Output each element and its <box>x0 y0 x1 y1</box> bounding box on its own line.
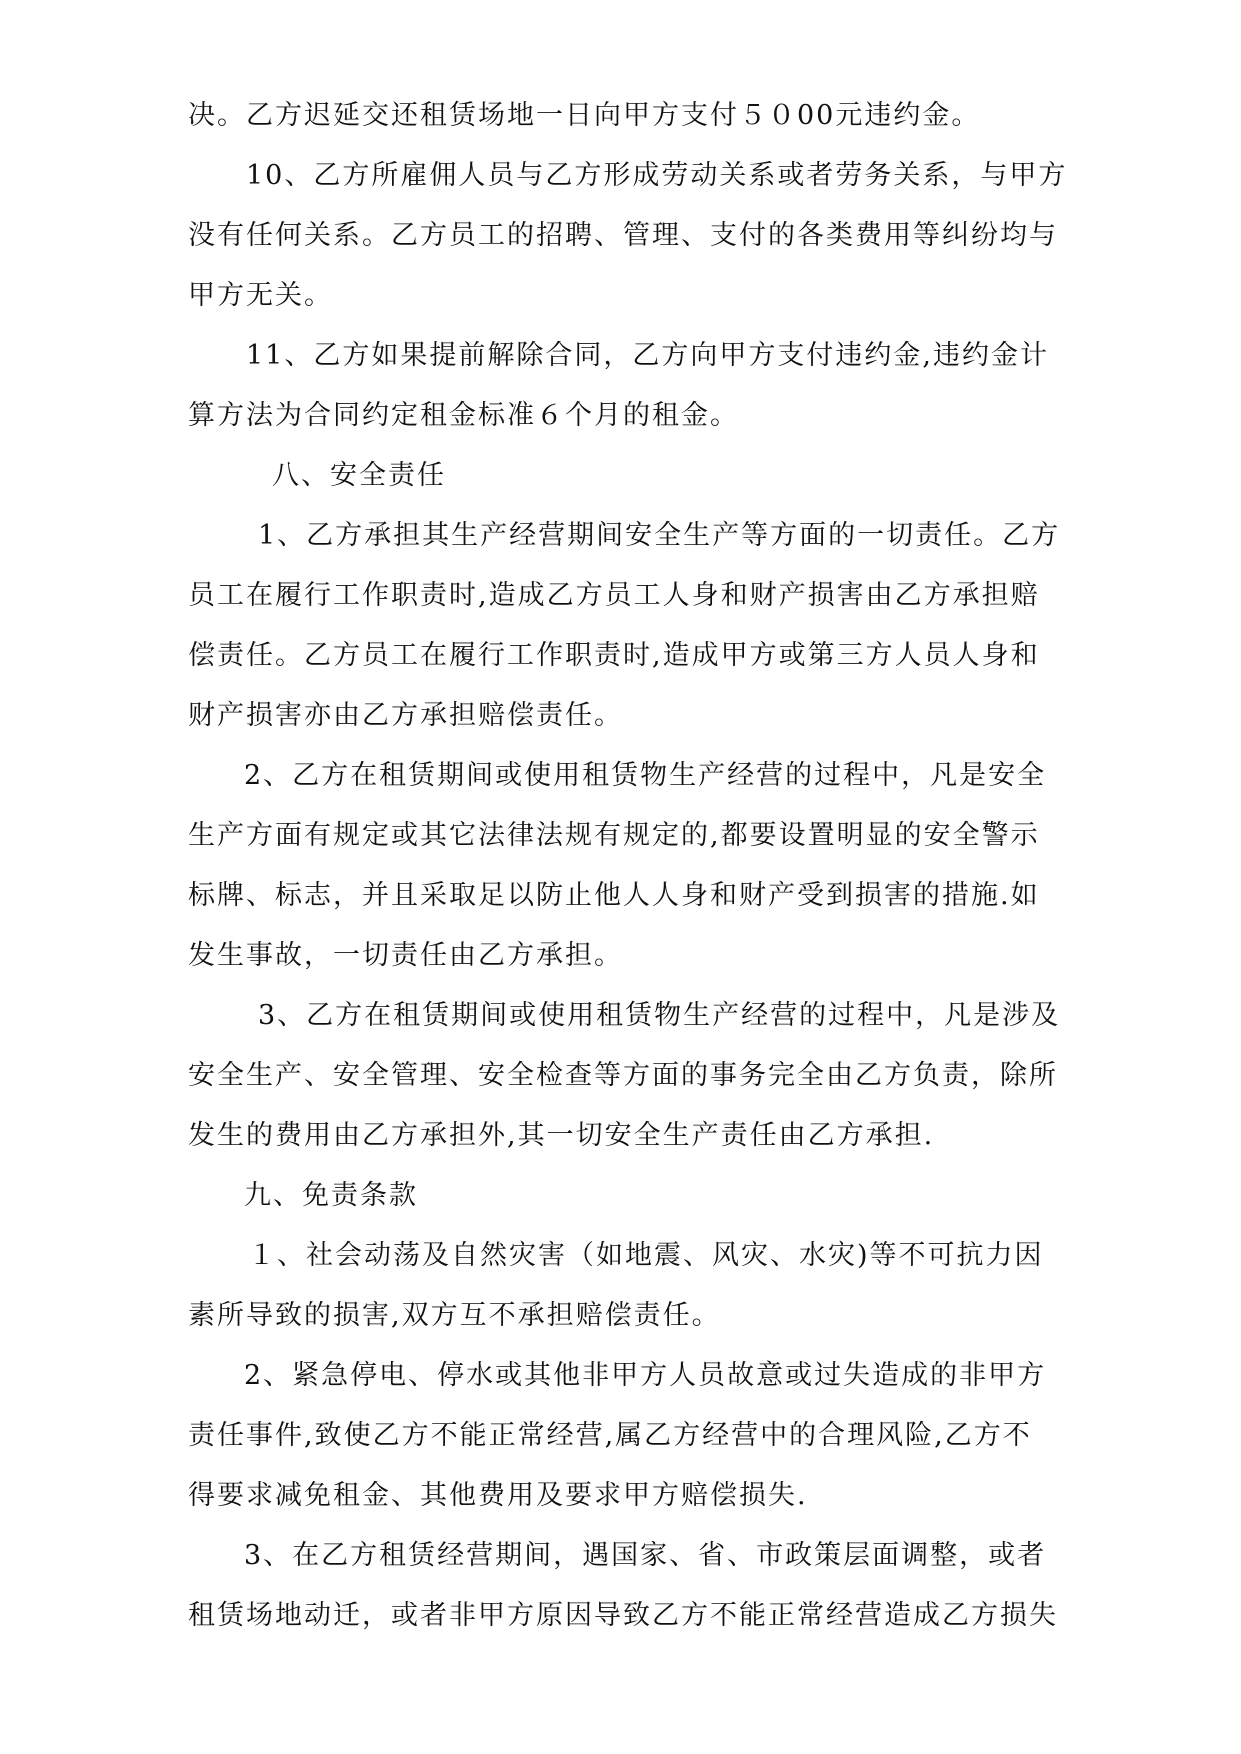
text-line: 2、紧急停电、停水或其他非甲方人员故意或过失造成的非甲方 <box>244 1360 1047 1391</box>
text-line: 得要求减免租金、其他费用及要求甲方赔偿损失. <box>188 1480 808 1511</box>
text-line: 责任事件,致使乙方不能正常经营,属乙方经营中的合理风险,乙方不 <box>188 1420 1032 1451</box>
text-line: 素所导致的损害,双方互不承担赔偿责任。 <box>188 1300 721 1331</box>
section-heading: 八、安全责任 <box>272 460 446 491</box>
text-line: 员工在履行工作职责时,造成乙方员工人身和财产损害由乙方承担赔 <box>188 580 1040 611</box>
text-line: 偿责任。乙方员工在履行工作职责时,造成甲方或第三方人员人身和 <box>188 640 1040 671</box>
text-line: 3、在乙方租赁经营期间，遇国家、省、市政策层面调整，或者 <box>244 1540 1047 1571</box>
text-line: 3、乙方在租赁期间或使用租赁物生产经营的过程中，凡是涉及 <box>258 1000 1061 1031</box>
text-line: 11、乙方如果提前解除合同，乙方向甲方支付违约金,违约金计 <box>246 340 1049 371</box>
text-line: 发生事故，一切责任由乙方承担。 <box>188 940 623 971</box>
text-line: 1、乙方承担其生产经营期间安全生产等方面的一切责任。乙方 <box>258 520 1061 551</box>
text-line: 算方法为合同约定租金标准６个月的租金。 <box>188 400 739 431</box>
text-line: 2、乙方在租赁期间或使用租赁物生产经营的过程中，凡是安全 <box>244 760 1047 791</box>
text-line: １、社会动荡及自然灾害（如地震、风灾、水灾)等不可抗力因 <box>248 1240 1044 1271</box>
text-line: 决。乙方迟延交还租赁场地一日向甲方支付５０00元违约金。 <box>188 100 981 131</box>
text-line: 发生的费用由乙方承担外,其一切安全生产责任由乙方承担. <box>188 1120 935 1151</box>
text-line: 10、乙方所雇佣人员与乙方形成劳动关系或者劳务关系，与甲方 <box>246 160 1068 191</box>
text-line: 财产损害亦由乙方承担赔偿责任。 <box>188 700 623 731</box>
text-line: 租赁场地动迁，或者非甲方原因导致乙方不能正常经营造成乙方损失 <box>188 1600 1058 1631</box>
text-line: 标牌、标志，并且采取足以防止他人人身和财产受到损害的措施.如 <box>188 880 1040 911</box>
text-line: 甲方无关。 <box>188 280 333 311</box>
text-line: 没有任何关系。乙方员工的招聘、管理、支付的各类费用等纠纷均与 <box>188 220 1058 251</box>
section-heading: 九、免责条款 <box>244 1180 418 1211</box>
text-line: 安全生产、安全管理、安全检查等方面的事务完全由乙方负责，除所 <box>188 1060 1058 1091</box>
text-line: 生产方面有规定或其它法律法规有规定的,都要设置明显的安全警示 <box>188 820 1040 851</box>
